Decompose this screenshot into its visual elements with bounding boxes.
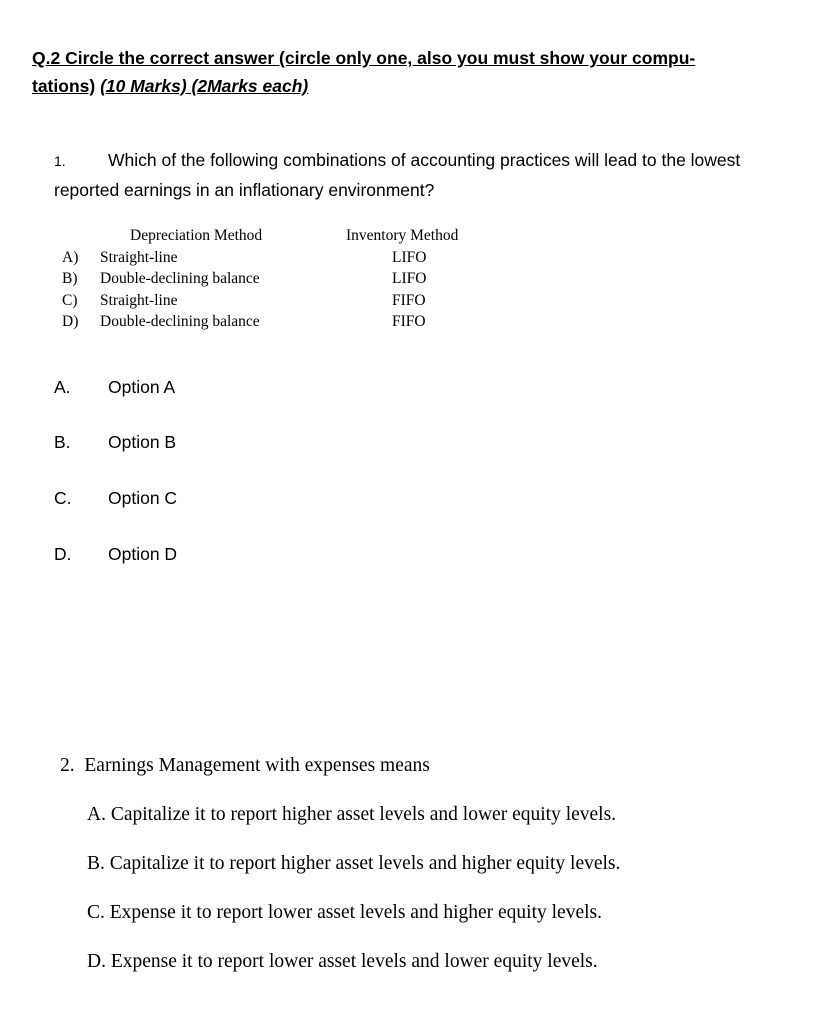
table-header-inventory: Inventory Method [346, 227, 459, 244]
table-row [0, 292, 600, 314]
choice-label: Option B [108, 432, 177, 452]
table-row-inventory: FIFO [392, 292, 426, 309]
table-header-depreciation: Depreciation Method [130, 227, 263, 244]
table-row-inventory: LIFO [392, 270, 427, 287]
answer-choice-b[interactable] [54, 432, 176, 453]
question-2-option-c[interactable]: C. Expense it to report lower asset levels and higher equity levels. [87, 902, 602, 923]
answer-choice-c[interactable] [54, 488, 177, 509]
choice-letter: C. [54, 488, 72, 508]
table-row-depreciation: Double-declining balance [100, 270, 260, 287]
answer-choice-a[interactable] [54, 377, 175, 398]
answer-choice-d[interactable] [54, 544, 177, 565]
question-2-text: 2. Earnings Management with expenses means [60, 755, 430, 776]
table-row-inventory: FIFO [392, 313, 426, 330]
choice-letter: B. [54, 432, 71, 452]
question-1-text [54, 146, 774, 205]
question-2-option-b[interactable]: B. Capitalize it to report higher asset levels and higher equity levels. [87, 853, 621, 874]
question-2-option-d[interactable]: D. Expense it to report lower asset levels and lower equity levels. [87, 951, 598, 972]
section-heading [32, 44, 772, 100]
table-row [0, 270, 600, 292]
table-header-row [0, 227, 600, 249]
table-row [0, 249, 600, 271]
choice-label: Option C [108, 488, 178, 508]
table-row-depreciation: Double-declining balance [100, 313, 260, 330]
table-row-depreciation: Straight-line [100, 249, 178, 266]
table-row-letter: B) [62, 270, 78, 287]
choice-label: Option A [108, 377, 176, 397]
table-row-letter: D) [62, 313, 79, 330]
question-1-prompt: Which of the following combinations of accounting practices will lead to the lowest reported earnings in an inflationary environment? [54, 150, 741, 200]
choice-letter: A. [54, 377, 71, 397]
question-1-number: 1. [54, 153, 66, 169]
table-row-inventory: LIFO [392, 249, 427, 266]
choice-letter: D. [54, 544, 72, 564]
heading-line-2: tations) [32, 76, 96, 96]
heading-line-1: Q.2 Circle the correct answer (circle only one, also you must show your compu- [32, 48, 696, 68]
table-row-depreciation: Straight-line [100, 292, 178, 309]
table-row-letter: A) [62, 249, 79, 266]
table-row [0, 313, 600, 335]
question-2-option-a[interactable]: A. Capitalize it to report higher asset levels and lower equity levels. [87, 804, 617, 825]
choice-label: Option D [108, 544, 178, 564]
heading-marks: (10 Marks) (2Marks each) [100, 76, 309, 96]
table-row-letter: C) [62, 292, 78, 309]
